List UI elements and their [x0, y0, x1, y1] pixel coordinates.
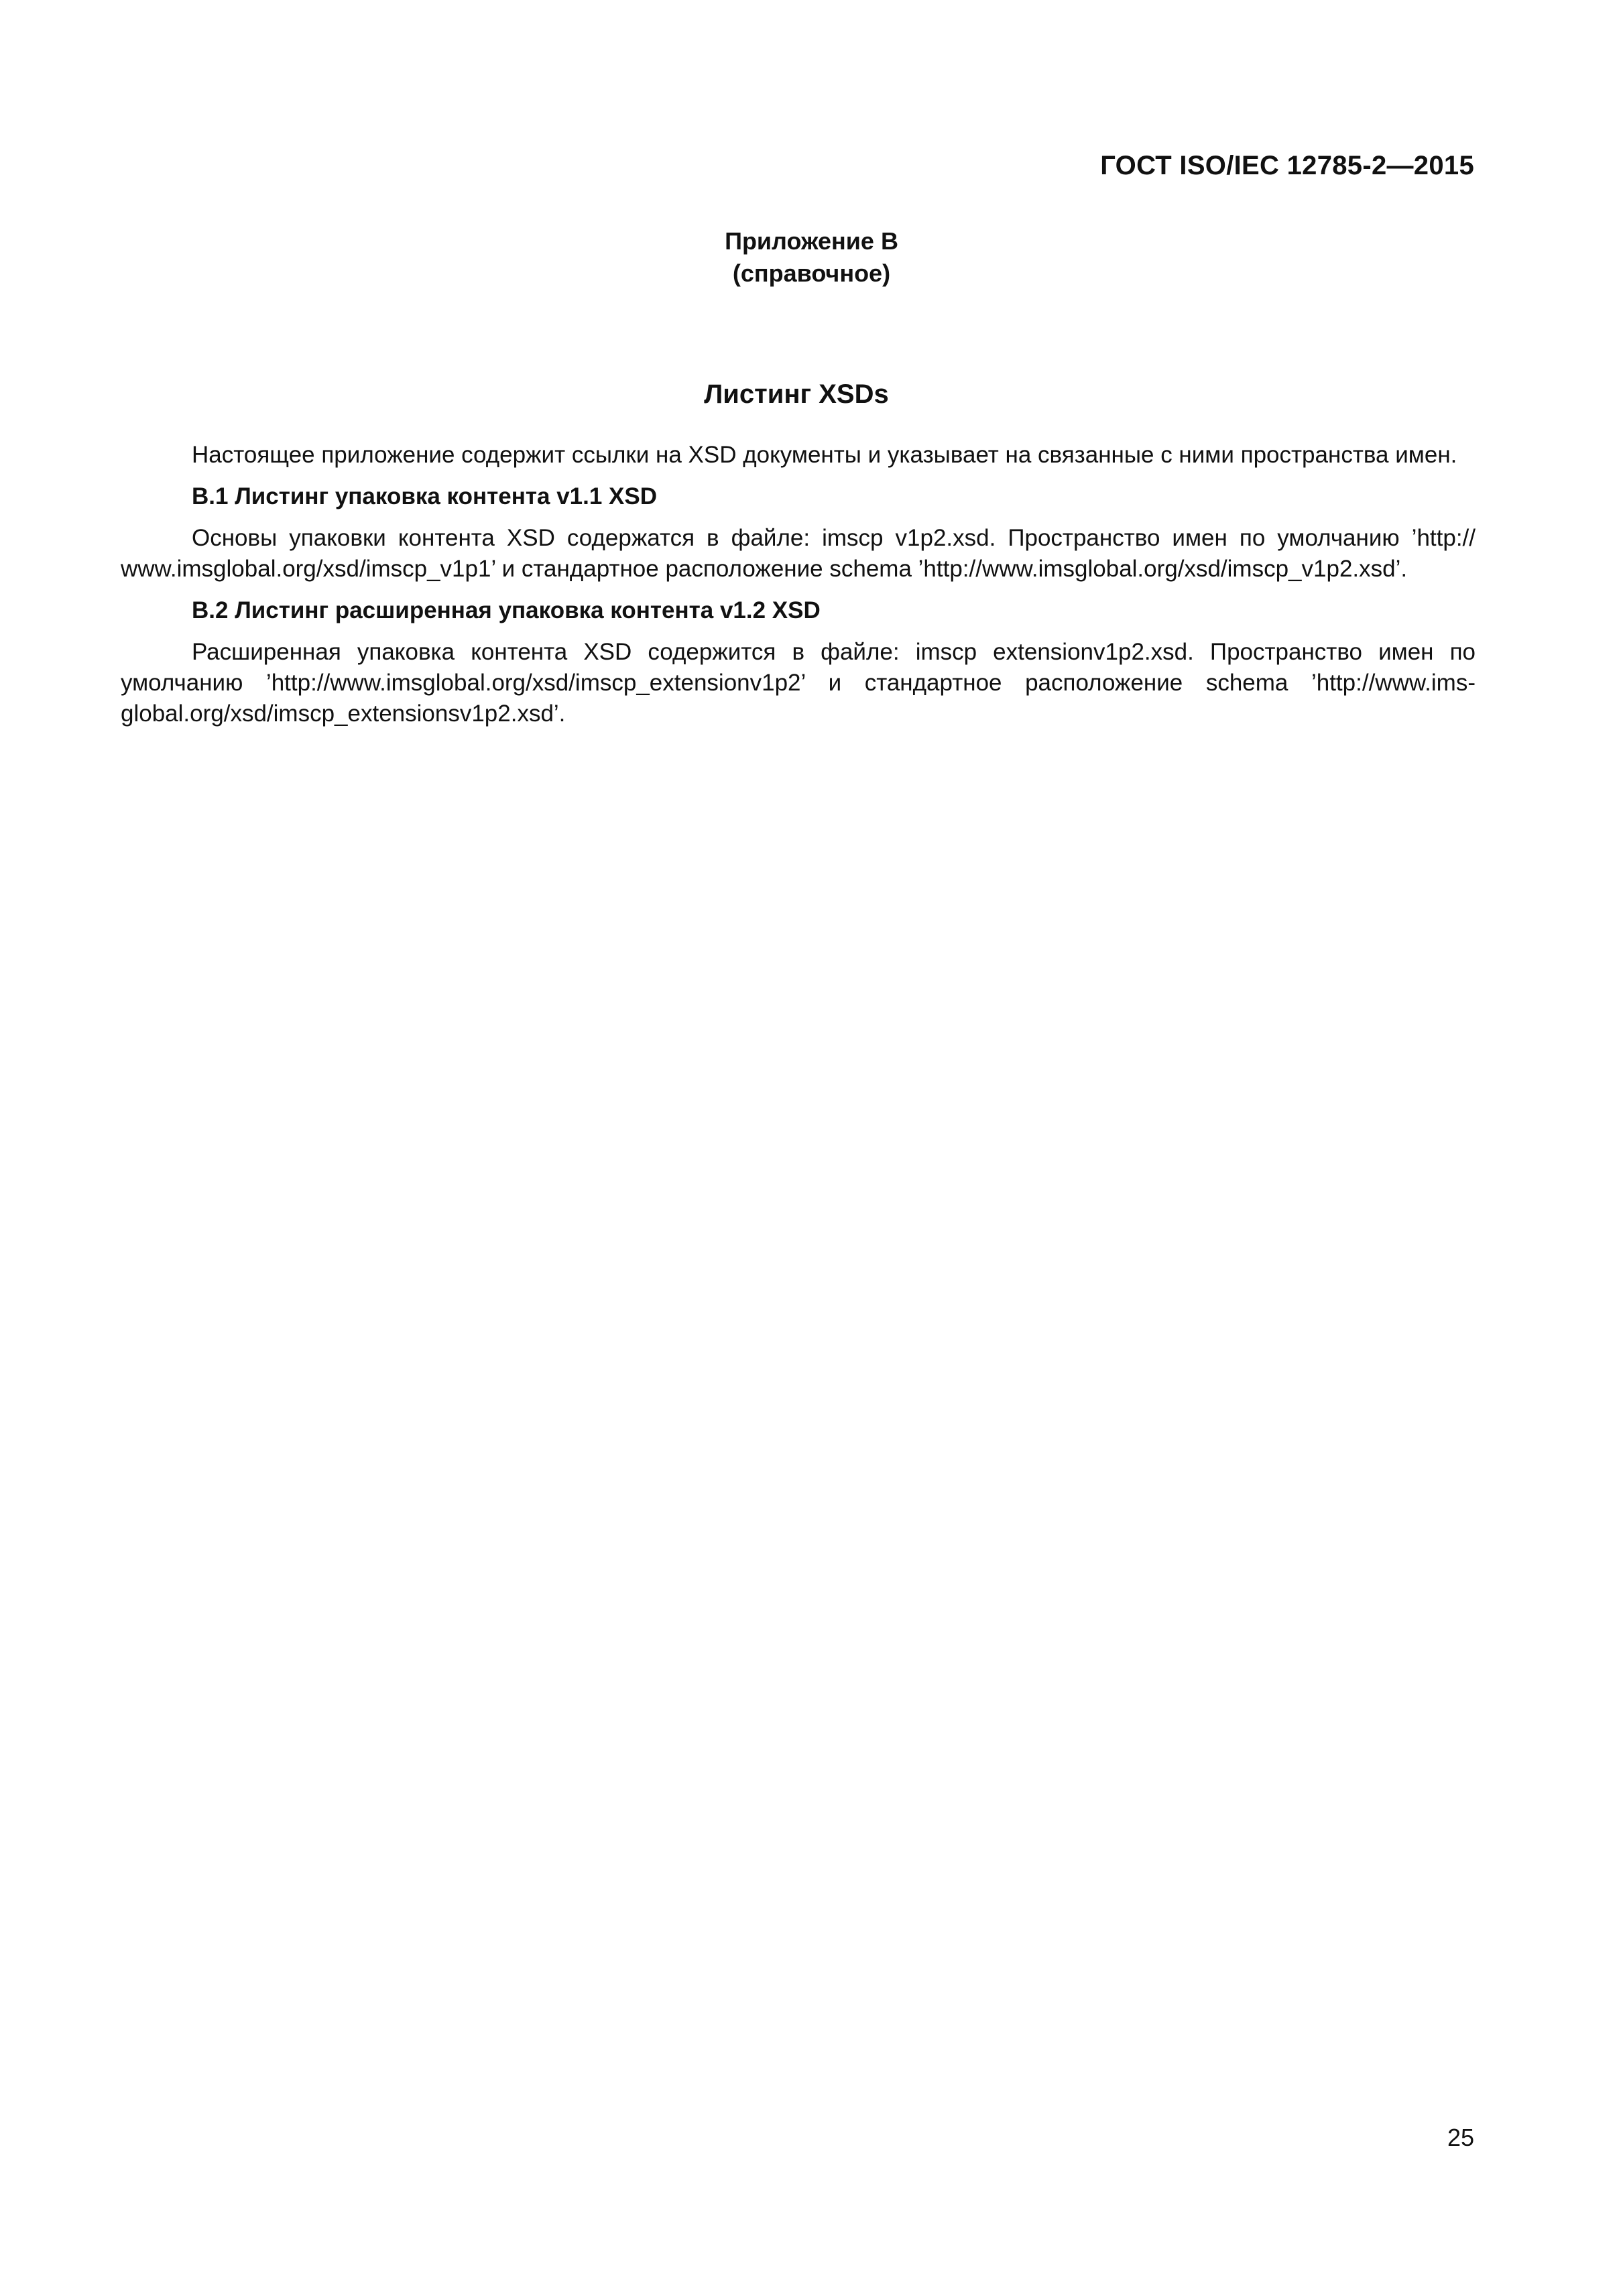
subsection-paragraph-b2: Расширенная упаковка контента XSD содержится в файле: imscp extensionv1p2.xsd. Пространство имен по умолчанию ’http://www.imsglobal.org/xsd/imscp_extensionv1p2’ и стандартное расположение schema ’http://www.ims-global.org/xsd/imscp_extensionsv1p2.xsd’.: [121, 639, 1476, 727]
intro-paragraph: Настоящее приложение содержит ссылки на XSD документы и указывает на связанные с ними пространства имен.: [192, 442, 1457, 468]
body-text: [121, 440, 1476, 740]
appendix-type: (справочное): [732, 259, 891, 287]
document-code-header: ГОСТ ISO/IEC 12785-2—2015: [1100, 151, 1474, 180]
section-title: Листинг XSDs: [704, 379, 889, 409]
page-number: 25: [1447, 2124, 1474, 2151]
appendix-label: Приложение В: [725, 227, 898, 255]
subsection-paragraph-b1: Основы упаковки контента XSD содержатся в файле: imscp v1p2.xsd. Пространство имен по умолчанию ’http:// www.imsglobal.org/xsd/imscp_v1p1’ и стандартное расположение schema ’http://www.imsglobal.org/xsd/imscp_v1p2.xsd’.: [121, 525, 1476, 582]
appendix-heading: [0, 225, 1623, 290]
subsection-heading-b1: В.1 Листинг упаковка контента v1.1 XSD: [192, 483, 658, 509]
subsection-heading-b2: В.2 Листинг расширенная упаковка контента v1.2 XSD: [192, 597, 821, 623]
